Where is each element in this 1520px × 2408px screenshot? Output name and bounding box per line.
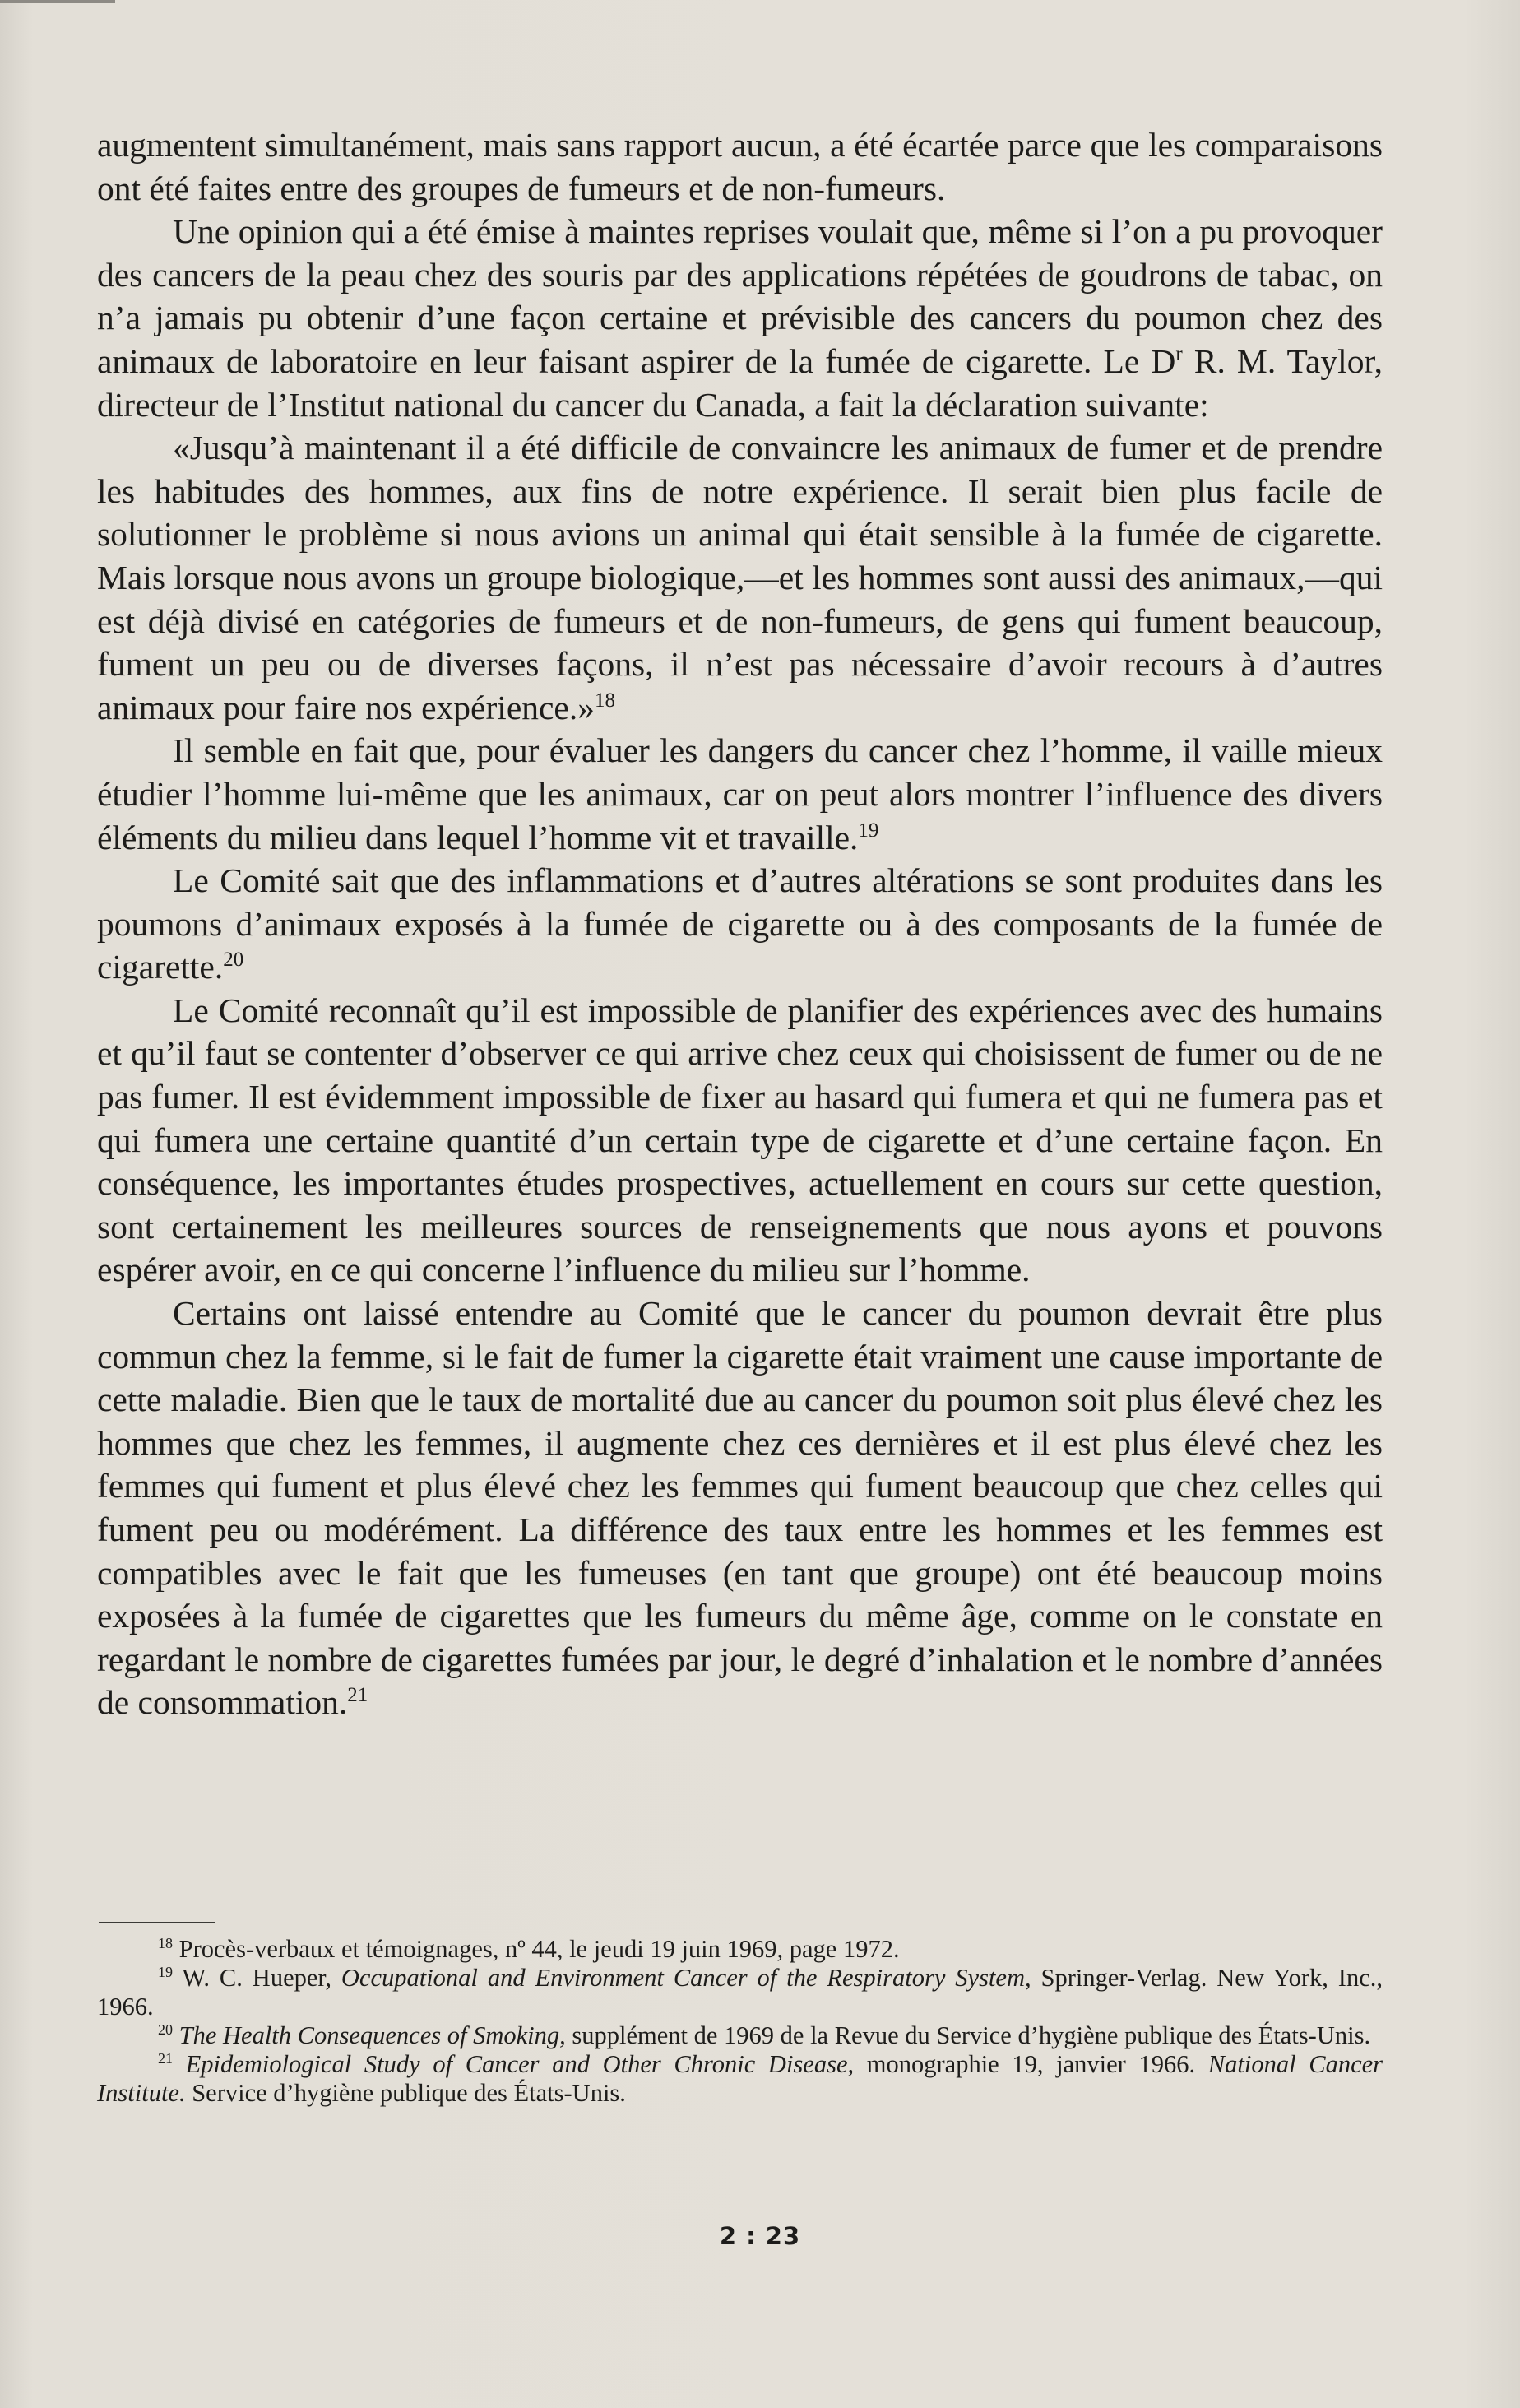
paragraph-experiments: [97, 989, 1383, 1292]
superscript-title: r: [1175, 342, 1183, 365]
paragraph-text: Le Comité sait que des inflammations et d’autres altérations se sont produites dans les poumons d’animaux exposés à la fumée de cigarette ou à des composants de la fumée de cigarette.: [97, 861, 1383, 986]
footnote-text: Springer-Verlag. New York, Inc., 1966.: [97, 1964, 1383, 2021]
footnote-title: The Health Consequences of Smoking,: [178, 2021, 566, 2049]
footnote-text: Procès-verbaux et témoignages, nº 44, le jeudi 19 juin 1969, page 1972.: [178, 1935, 900, 1963]
footnote-20: [97, 2021, 1383, 2050]
page-edge-shadow: [0, 0, 115, 3]
footnote-institution: National Cancer Institute.: [97, 2050, 1383, 2107]
footnote-number: 21: [158, 2050, 173, 2067]
footnote-title: Epidemiological Study of Cancer and Other Chronic Disease,: [185, 2050, 855, 2078]
paragraph-quotation: [97, 426, 1383, 729]
footnote-title: Occupational and Environment Cancer of the Respiratory System,: [341, 1964, 1031, 1992]
paragraph-text: Le Comité reconnaît qu’il est impossible de planifier des expériences avec des humains et qu’il faut se contenter d’observer ce qui arrive chez ceux qui choisissent de fumer ou de ne pas fumer. Il est évidemment impossible de fixer au hasard qui fumera et qui ne fumera pas et qui fumera une certaine quantité d’un certain type de cigarette et d’une certaine façon. En conséquence, les importantes études prospectives, actuellement en cours sur cette question, sont certainement les meilleures sources de renseignements que nous ayons et pouvons espérer avoir, en ce qui concerne l’influence du milieu sur l’homme.: [97, 991, 1383, 1289]
footnote-ref-21: 21: [347, 1684, 368, 1707]
paragraph-text: Certains ont laissé entendre au Comité que le cancer du poumon devrait être plus commun chez la femme, si le fait de fumer la cigarette était vraiment une cause importante de cette maladie. Bien que le taux de mortalité due au cancer du poumon soit plus élevé chez les hommes que chez les femmes, il augmente chez ces dernières et il est plus élevé chez les femmes qui fument et plus élevé chez les femmes qui fument beaucoup que chez celles qui fument peu ou modérément. La différence des taux entre les hommes et les femmes est compatibles avec le fait que les fumeuses (en tant que groupe) ont été beaucoup moins exposées à la fumée de cigarettes que les fumeurs du même âge, comme on le constate en regardant le nombre de cigarettes fumées par jour, le degré d’inhalation et le nombre d’années de consommation.: [97, 1294, 1383, 1722]
footnote-18: [97, 1935, 1383, 1964]
footnote-ref-20: 20: [223, 949, 244, 972]
footnote-text: monographie 19, janvier 1966.: [854, 2050, 1208, 2078]
footnote-21: [97, 2050, 1383, 2108]
footnote-divider: [99, 1922, 215, 1923]
footnote-number: 18: [158, 1935, 173, 1951]
paragraph-human-study: [97, 729, 1383, 859]
paragraph-continuation: [97, 123, 1383, 210]
footnote-ref-19: 19: [858, 819, 879, 842]
footnotes: [97, 1935, 1383, 2108]
footnote-19: [97, 1964, 1383, 2021]
paragraph-text: R. M. Taylor, directeur de l’Institut national du cancer du Canada, a fait la déclaration suivante:: [97, 341, 1383, 424]
paragraph-text: Une opinion qui a été émise à maintes reprises voulait que, même si l’on a pu provoquer des cancers de la peau chez des souris par des applications répétées de goudrons de tabac, on n’a jamais pu obtenir d’une façon certaine et prévisible des cancers du poumon chez des animaux de laboratoire en leur faisant aspirer de la fumée de cigarette. Le D: [97, 212, 1383, 380]
paragraph-taylor-intro: [97, 210, 1383, 426]
footnote-text: supplément de 1969 de la Revue du Service d’hygiène publique des États-Unis.: [565, 2021, 1371, 2049]
footnote-number: 19: [158, 1964, 173, 1980]
paragraph-text: Il semble en fait que, pour évaluer les dangers du cancer chez l’homme, il vaille mieux étudier l’homme lui-même que les animaux, car on peut alors montrer l’influence des divers éléments du milieu dans lequel l’homme vit et travaille.: [97, 731, 1383, 856]
paragraph-women: [97, 1292, 1383, 1724]
body-text: [97, 123, 1383, 1724]
footnote-text: W. C. Hueper,: [182, 1964, 341, 1992]
paragraph-text: «Jusqu’à maintenant il a été difficile de convaincre les animaux de fumer et de prendre les habitudes des hommes, aux fins de notre expérience. Il serait bien plus facile de solutionner le problème si nous avions un animal qui était sensible à la fumée de cigarette. Mais lorsque nous avons un groupe biologique,—et les hommes sont aussi des animaux,—qui est déjà divisé en catégories de fumeurs et de non-fumeurs, de gens qui fument beaucoup, fument un peu ou de diverses façons, il n’est pas nécessaire d’avoir recours à d’autres animaux pour faire nos expérience.»: [97, 429, 1383, 726]
paragraph-animal-lungs: [97, 859, 1383, 989]
footnote-ref-18: 18: [594, 689, 615, 712]
footnote-text: Service d’hygiène publique des États-Unis.: [185, 2079, 626, 2107]
footnote-number: 20: [158, 2021, 173, 2038]
paragraph-text: augmentent simultanément, mais sans rapport aucun, a été écartée parce que les comparaisons ont été faites entre des groupes de fumeurs et de non-fumeurs.: [97, 126, 1383, 207]
page-number: 2 : 23: [719, 2222, 801, 2250]
